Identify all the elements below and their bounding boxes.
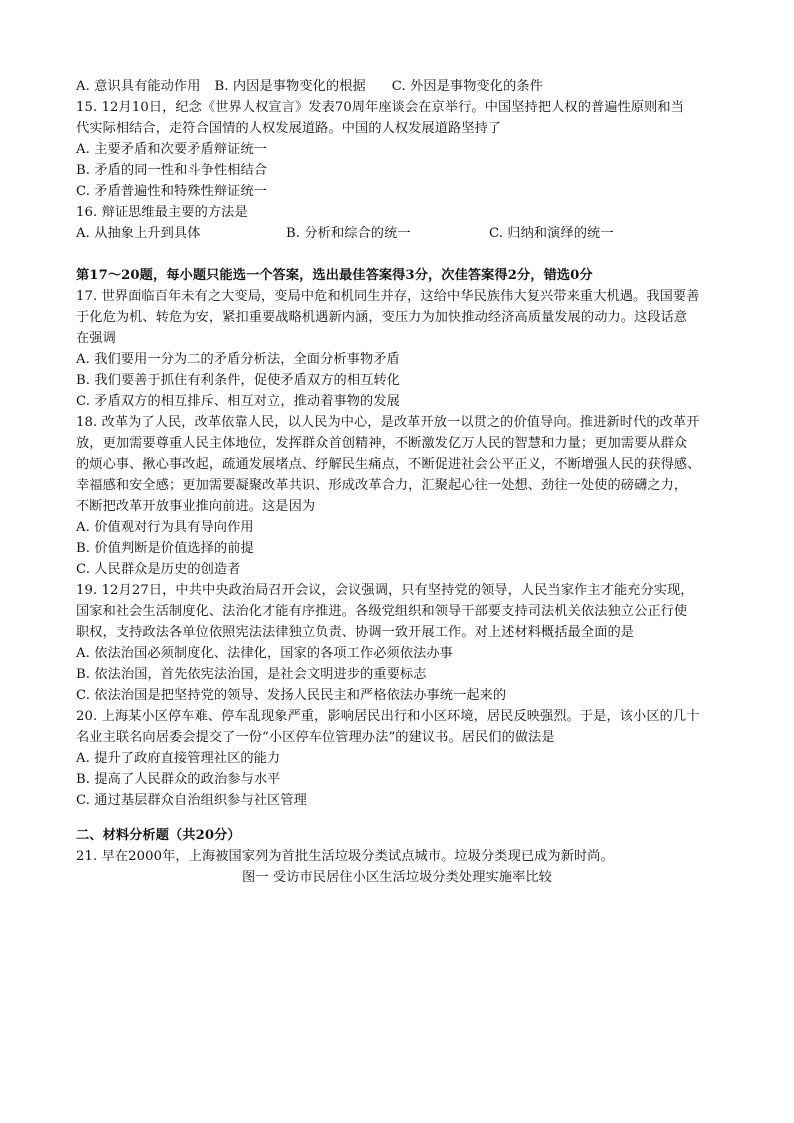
q14-option-c: C. 外因是事物变化的条件 <box>391 79 543 94</box>
q19-stem-line-3: 职权，支持政法各单位依照宪法法律独立负责、协调一致开展工作。对上述材料概括最全面的是 <box>76 625 635 640</box>
q18-stem-line-5: 不断把改革开放事业推向前进。这是因为 <box>76 499 316 514</box>
q20-option-b: B. 提高了人民群众的政治参与水平 <box>76 772 281 787</box>
q18-option-c: C. 人民群众是历史的创造者 <box>76 562 241 577</box>
q19-option-a: A. 依法治国必须制度化、法律化，国家的各项工作必须依法办事 <box>76 646 453 661</box>
q17-stem-line-2: 于化危为机、转危为安，紧扣重要战略机遇新内涵，变压力为加快推动经济高质量发展的动力。这段话意 <box>76 310 688 325</box>
q17-option-c: C. 矛盾双方的相互排斥、相互对立，推动着事物的发展 <box>76 394 400 409</box>
q15-option-a: A. 主要矛盾和次要矛盾辩证统一 <box>76 142 267 157</box>
q16-option-c: C. 归纳和演绎的统一 <box>489 226 614 241</box>
q18-stem-line-3: 的烦心事、揪心事改起，疏通发展堵点、纾解民生痛点，不断促进社会公平正义，不断增强人民的获得感、 <box>76 457 701 472</box>
q14-option-b: B. 内因是事物变化的根据 <box>214 79 366 94</box>
q18-stem-line-2: 放，更加需要尊重人民主体地位，发挥群众首创精神，不断激发亿万人民的智慧和力量；更加需要从群众 <box>76 436 688 451</box>
q19-stem-line-1: 19. 12月27日，中共中央政治局召开会议，会议强调，只有坚持党的领导，人民当家作主才能充分实现， <box>76 583 694 598</box>
q15-option-c: C. 矛盾普遍性和特殊性辩证统一 <box>76 184 268 199</box>
q18-option-b: B. 价值判断是价值选择的前提 <box>76 541 254 556</box>
q16-stem: 16. 辩证思维最主要的方法是 <box>76 205 248 220</box>
q18-stem-line-4: 幸福感和安全感；更加需要凝聚改革共识、形成改革合力，汇聚起心往一处想、劲往一处使的磅礴之力， <box>76 478 688 493</box>
q19-option-b: B. 依法治国，首先依宪法治国，是社会文明进步的重要标志 <box>76 667 427 682</box>
q16-option-a: A. 从抽象上升到具体 <box>76 226 201 241</box>
section-instruction: 第17～20题，每小题只能选一个答案，选出最佳答案得3分，次佳答案得2分，错选0分 <box>76 268 593 283</box>
q17-option-a: A. 我们要用一分为二的矛盾分析法，全面分析事物矛盾 <box>76 352 400 367</box>
q20-option-a: A. 提升了政府直接管理社区的能力 <box>76 751 281 766</box>
section-heading: 二、材料分析题（共20分） <box>76 828 241 843</box>
q19-stem-line-2: 国家和社会生活制度化、法治化才能有序推进。各级党组织和领导干部要支持司法机关依法独立公正行使 <box>76 604 688 619</box>
q16-options <box>76 224 614 244</box>
figure-caption: 图一 受访市民居住小区生活垃圾分类处理实施率比较 <box>242 870 552 885</box>
q20-stem-line-2: 名业主联名向居委会提交了一份“小区停车位管理办法”的建议书。居民们的做法是 <box>76 730 555 745</box>
q17-stem-line-3: 在强调 <box>76 331 116 346</box>
q15-stem-line-2: 代实际相结合，走符合国情的人权发展道路。中国的人权发展道路坚持了 <box>76 121 502 136</box>
q18-option-a: A. 价值观对行为具有导向作用 <box>76 520 254 535</box>
q19-option-c: C. 依法治国是把坚持党的领导、发扬人民民主和严格依法办事统一起来的 <box>76 688 507 703</box>
q17-option-b: B. 我们要善于抓住有利条件，促使矛盾双方的相互转化 <box>76 373 400 388</box>
q18-stem-line-1: 18. 改革为了人民，改革依靠人民，以人民为中心，是改革开放一以贯之的价值导向。推进新时代的改革开 <box>76 415 700 430</box>
q14-options <box>76 77 543 97</box>
q15-stem-line-1: 15. 12月10日，纪念《世界人权宣言》发表70周年座谈会在京举行。中国坚持把人权的普遍性原则和当 <box>76 100 685 115</box>
q17-stem-line-1: 17. 世界面临百年未有之大变局，变局中危和机同生并存，这给中华民族伟大复兴带来重大机遇。我国要善 <box>76 289 700 304</box>
q14-option-a: A. 意识具有能动作用 <box>76 79 201 94</box>
q20-option-c: C. 通过基层群众自治组织参与社区管理 <box>76 793 307 808</box>
q16-option-b: B. 分析和综合的统一 <box>286 226 411 241</box>
q15-option-b: B. 矛盾的同一性和斗争性相结合 <box>76 163 268 178</box>
q20-stem-line-1: 20. 上海某小区停车难、停车乱现象严重，影响居民出行和小区环境，居民反映强烈。于是，该小区的几十 <box>76 709 700 724</box>
q21-stem: 21. 早在2000年，上海被国家列为首批生活垃圾分类试点城市。垃圾分类现已成为新时尚。 <box>76 849 614 864</box>
